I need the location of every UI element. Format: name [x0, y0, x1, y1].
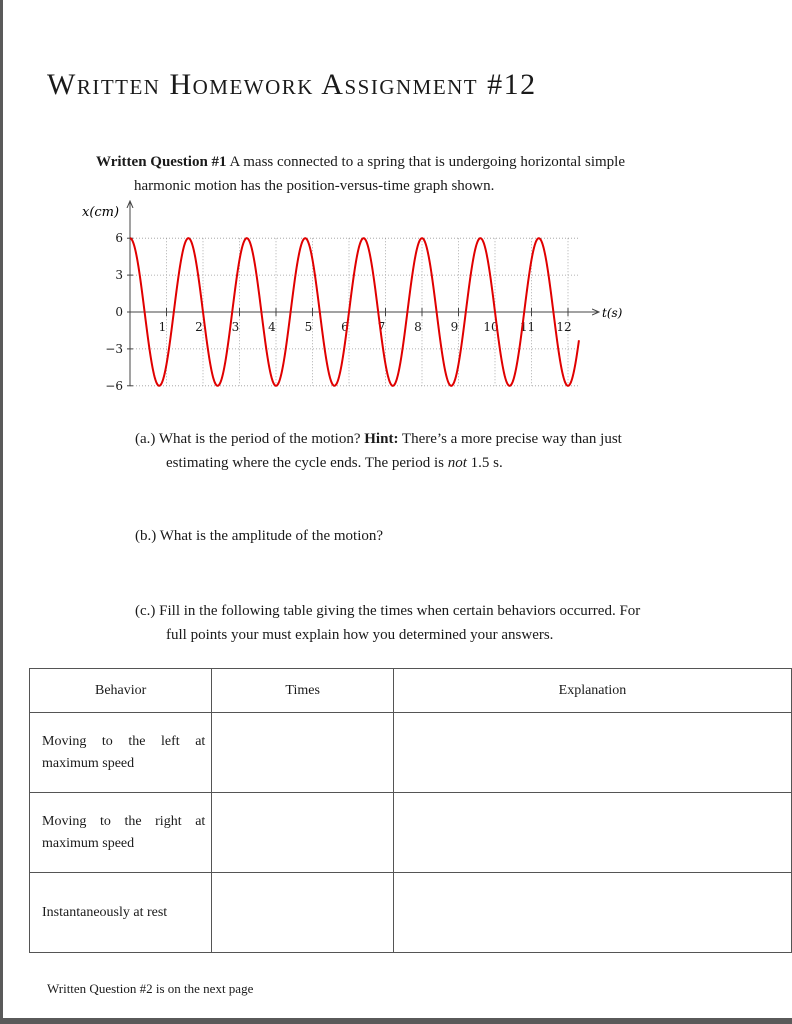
x-tick-label: 4 — [268, 320, 276, 334]
part-a-not: not — [447, 455, 467, 471]
part-a-line2 — [135, 451, 710, 475]
behavior-table — [29, 668, 792, 953]
y-tick-label: 0 — [115, 305, 123, 319]
question-1-label: Written Question #1 — [96, 154, 227, 170]
position-time-chart — [0, 0, 792, 420]
y-tick-label: −3 — [105, 341, 123, 356]
part-b — [135, 524, 710, 548]
x-tick-label: 7 — [377, 320, 386, 334]
part-b-label: (b.) — [135, 528, 157, 544]
part-c-label: (c.) — [135, 603, 156, 619]
table-row — [30, 873, 792, 953]
times-cell[interactable] — [212, 873, 394, 953]
x-tick-label: 12 — [556, 320, 572, 334]
header-times: Times — [212, 669, 394, 713]
part-a-line2-end: 1.5 s. — [470, 455, 503, 471]
x-tick-label: 10 — [483, 320, 499, 334]
x-tick-label: 2 — [195, 320, 203, 334]
footer-note: Written Question #2 is on the next page — [47, 981, 254, 996]
part-a-label: (a.) — [135, 431, 156, 447]
part-a-text: What is the period of the motion? — [158, 431, 361, 447]
table-row — [30, 793, 792, 873]
y-tick-label: −6 — [105, 378, 123, 393]
part-c-line2: full points your must explain how you determined your answers. — [166, 627, 554, 643]
part-a — [135, 427, 710, 475]
table-header-row — [30, 669, 792, 713]
x-tick-label: 1 — [158, 320, 167, 334]
part-a-hint-label: Hint: — [364, 431, 399, 447]
question-1-text-line1: A mass connected to a spring that is undergoing horizontal simple — [229, 154, 625, 170]
page-title: Written Homework Assignment #12 — [47, 68, 537, 101]
behavior-cell: Instantaneously at rest — [30, 873, 212, 953]
page-bottom-border — [0, 1018, 792, 1024]
times-cell[interactable] — [212, 713, 394, 793]
question-1-text-line2: harmonic motion has the position-versus-time graph shown. — [134, 178, 495, 194]
x-axis-label: t(s) — [602, 306, 623, 320]
x-tick-label: 9 — [450, 320, 459, 334]
part-a-line2-start: estimating where the cycle ends. The period is — [166, 455, 444, 471]
y-axis-label: x(cm) — [82, 205, 120, 220]
x-tick-label: 5 — [304, 320, 313, 334]
explanation-cell[interactable] — [393, 713, 791, 793]
y-tick-label: 3 — [115, 268, 123, 283]
behavior-cell: Moving to the right at maximum speed — [30, 793, 212, 873]
x-tick-label: 6 — [341, 320, 349, 334]
part-c-line1: Fill in the following table giving the times when certain behaviors occurred. For — [159, 603, 641, 619]
part-c — [135, 599, 710, 647]
table-row — [30, 713, 792, 793]
part-b-text: What is the amplitude of the motion? — [159, 528, 384, 544]
part-a-hint-text: There’s a more precise way than just — [401, 431, 622, 447]
behavior-cell: Moving to the left at maximum speed — [30, 713, 212, 793]
y-tick-label: 6 — [115, 231, 123, 246]
header-explanation: Explanation — [393, 669, 791, 713]
x-tick-label: 3 — [231, 320, 240, 334]
y-ticks — [105, 231, 133, 393]
x-tick-label: 11 — [519, 320, 536, 334]
header-behavior: Behavior — [30, 669, 212, 713]
explanation-cell[interactable] — [393, 793, 791, 873]
explanation-cell[interactable] — [393, 873, 791, 953]
times-cell[interactable] — [212, 793, 394, 873]
x-tick-label: 8 — [414, 320, 422, 334]
